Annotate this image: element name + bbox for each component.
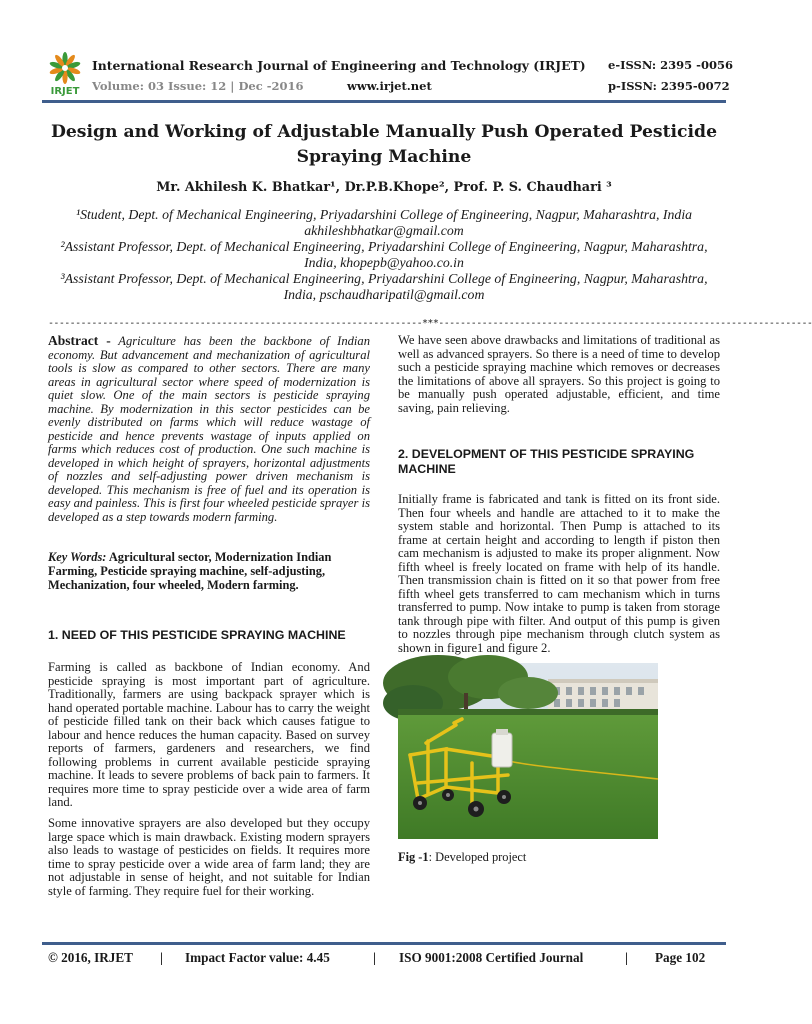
affiliation-1 [40,207,728,238]
affiliation-1-email[interactable]: akhileshbhatkar@gmail.com [304,222,464,238]
keywords-text: Agricultural sector, Modernization Indian Farming, Pesticide spraying machine, self-adjusting, Mechanization, four wheeled, Modern farming. [48,550,332,592]
section-1-paragraph-1: Farming is called as backbone of Indian economy. And pesticide spraying is most important part of agriculture. Traditionally, farmers are using backpack sprayer which is hand operated portable machine. Labour has to carry the weight of pesticide filled tank on their back which causes fatigue to labour and hence reduces the human capacity. Based on survey reports of farmers, gardeners and researchers, we find following problems in current available pesticide spraying machine. It leads to severe problems of back pain to farmers. It requires more time to spray pesticide over a wide area of farm land. [48,660,370,809]
journal-title: International Research Journal of Engineering and Technology (IRJET) [92,58,586,73]
e-issn: e-ISSN: 2395 -0056 [608,58,733,72]
affiliation-2 [40,239,728,270]
affiliation-3-line-1: ³Assistant Professor, Dept. of Mechanical Engineering, Priyadarshini College of Engineering, Nagpur, Maharashtra, [60,271,708,286]
section-1-heading: 1. NEED OF THIS PESTICIDE SPRAYING MACHINE [48,628,346,642]
svg-text:IRJET: IRJET [50,86,80,97]
figure-caption-text: : Developed project [428,850,527,864]
figure-caption [398,850,526,865]
footer-impact-factor: Impact Factor value: 4.45 [185,950,330,965]
affiliation-1-line-1: ¹Student, Dept. of Mechanical Engineering, Priyadarshini College of Engineering, Nagpur, Maharashtra, India [75,207,693,222]
abstract-text: Agriculture has been the backbone of Indian economy. But advancement and mechanization of agricultural tools is slow as compared to other sectors. There are many areas in agricultural sector where speed of modernization is quiet slow. One of the main sectors is pesticide spraying machine. By modernization in this sector pesticides can be evenly distributed on farms which will reduce wastage of pesticide and hence prevents wastage of inputs applied on farms which reduces cost of production. One such machine is developed in which height of sprayers, horizontal adjustments of nozzles and self-adjusting power driven mechanism is developed. This mechanism is free of fuel and its operation is easy and painless. This is first four wheeled pesticide sprayer is developed as a step towards modern farming. [48,334,371,524]
keywords [48,550,370,592]
affiliation-2-line-2[interactable]: India, khopepb@yahoo.co.in [304,254,464,270]
affiliation-2-line-1: ²Assistant Professor, Dept. of Mechanical Engineering, Priyadarshini College of Engineering, Nagpur, Maharashtra, [60,239,708,254]
affiliation-3 [40,271,728,302]
affiliation-3-line-2[interactable]: India, pschaudharipatil@gmail.com [283,286,485,302]
footer-separator-3: | [625,950,628,965]
paper-title [40,120,728,170]
keywords-label: Key Words: [48,550,107,564]
title-line-1: Design and Working of Adjustable Manually Push Operated Pesticide [50,122,718,142]
abstract [48,334,370,524]
title-line-2: Spraying Machine [296,147,472,167]
footer-separator-2: | [373,950,376,965]
authors: Mr. Akhilesh K. Bhatkar¹, Dr.P.B.Khope², Prof. P. S. Chaudhari ³ [156,180,612,195]
footer-page-number: Page 102 [655,950,706,965]
journal-website[interactable]: www.irjet.net [347,79,432,93]
footer-copyright: © 2016, IRJET [48,950,133,965]
abstract-label: Abstract - [48,333,111,348]
footer-iso: ISO 9001:2008 Certified Journal [399,950,584,965]
header-rule [42,100,726,103]
right-intro-paragraph: We have seen above drawbacks and limitations of traditional as well as advanced sprayers. So there is a need of time to develop such a pesticide spraying machine which removes or decreases the limitations of above all sprayers. So this project is going to be manually push operated adjustable, efficient, and time saving, pain relieving. [398,333,720,415]
volume-issue: Volume: 03 Issue: 12 | Dec -2016 [92,79,304,93]
p-issn: p-ISSN: 2395-0072 [608,79,730,93]
footer-separator-1: | [160,950,163,965]
section-1-paragraph-2: Some innovative sprayers are also developed but they occupy large space which is main drawback. Existing modern sprayers also leads to wastage of pesticides on fields. It requires more time to spray pesticide over a wide area of farm land; they are not adjustable in sense of height, and not suitable for Indian style of farming. They require fuel for their working. [48,816,370,898]
footer-rule [42,942,726,945]
figure-caption-label: Fig -1 [398,850,429,864]
section-2-paragraph-1: Initially frame is fabricated and tank is fitted on its front side. Then four wheels and handle are attached to it to make the system stable and horizontal. Then Pump is attached to its frame at certain height and according to length if piston then cam mechanism is adjusted to make its proper alignment. Now fifth wheel is freely located on frame with help of its handle. Then transmission chain is fitted on it so that power from free fifth wheel gets transferred to cam mechanism which in turns transferred to pump. Now intake to pump is taken from storage tank through pipe with filter. And output of this pump is given to nozzles through pipe mechanism through clutch system as shown in figure1 and figure 2. [398,492,720,655]
section-separator: ---------------------------------------------------------------------***--------------------------------------------------------------------- [48,318,812,329]
section-2-heading: 2. DEVELOPMENT OF THIS PESTICIDE SPRAYING MACHINE [398,447,695,476]
irjet-logo [42,52,88,96]
developed-project-photo [398,663,658,839]
